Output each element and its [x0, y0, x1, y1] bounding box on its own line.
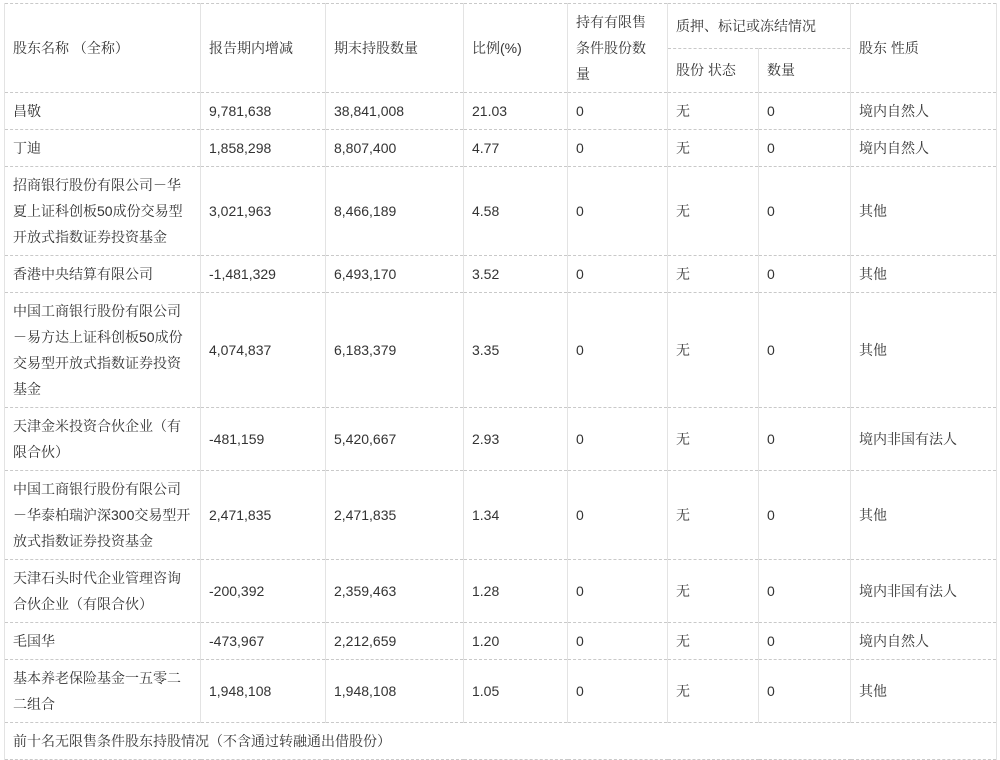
cell-ratio: 1.34: [464, 471, 568, 560]
cell-nature: 其他: [851, 471, 997, 560]
col-header-change-in-period: 报告期内增减: [201, 4, 326, 93]
col-header-pledge-group: 质押、标记或冻结情况: [668, 4, 851, 49]
cell-ratio: 1.28: [464, 560, 568, 623]
cell-qty: 0: [759, 623, 851, 660]
cell-shareholder-name: 丁迪: [5, 130, 201, 167]
cell-change: -1,481,329: [201, 256, 326, 293]
cell-qty: 0: [759, 560, 851, 623]
cell-nature: 其他: [851, 256, 997, 293]
cell-shareholder-name: 中国工商银行股份有限公司－华泰柏瑞沪深300交易型开放式指数证券投资基金: [5, 471, 201, 560]
cell-status: 无: [668, 408, 759, 471]
cell-ratio: 4.58: [464, 167, 568, 256]
col-header-ratio: 比例(%): [464, 4, 568, 93]
cell-nature: 其他: [851, 167, 997, 256]
col-header-restricted-shares: 持有有限售条件股份数量: [568, 4, 668, 93]
cell-status: 无: [668, 167, 759, 256]
cell-status: 无: [668, 130, 759, 167]
cell-change: 3,021,963: [201, 167, 326, 256]
cell-qty: 0: [759, 293, 851, 408]
cell-shareholder-name: 昌敬: [5, 93, 201, 130]
cell-qty: 0: [759, 256, 851, 293]
cell-change: -481,159: [201, 408, 326, 471]
cell-nature: 境内非国有法人: [851, 560, 997, 623]
col-header-shares-at-end: 期末持股数量: [326, 4, 464, 93]
cell-status: 无: [668, 293, 759, 408]
col-header-share-status: 股份 状态: [668, 48, 759, 93]
table-row: [5, 560, 997, 623]
cell-restricted: 0: [568, 408, 668, 471]
cell-shares: 38,841,008: [326, 93, 464, 130]
cell-shares: 6,493,170: [326, 256, 464, 293]
cell-status: 无: [668, 256, 759, 293]
table-row: [5, 293, 997, 408]
cell-shares: 8,807,400: [326, 130, 464, 167]
cell-shareholder-name: 招商银行股份有限公司－华夏上证科创板50成份交易型开放式指数证券投资基金: [5, 167, 201, 256]
cell-ratio: 4.77: [464, 130, 568, 167]
cell-status: 无: [668, 660, 759, 723]
cell-shareholder-name: 天津石头时代企业管理咨询合伙企业（有限合伙）: [5, 560, 201, 623]
cell-restricted: 0: [568, 293, 668, 408]
cell-status: 无: [668, 623, 759, 660]
cell-restricted: 0: [568, 256, 668, 293]
report-page: [0, 3, 1000, 749]
cell-change: 2,471,835: [201, 471, 326, 560]
table-row: [5, 256, 997, 293]
cell-shares: 2,212,659: [326, 623, 464, 660]
header-row-top: [5, 4, 997, 49]
cell-restricted: 0: [568, 93, 668, 130]
cell-shareholder-name: 毛国华: [5, 623, 201, 660]
cell-status: 无: [668, 560, 759, 623]
cell-change: -200,392: [201, 560, 326, 623]
table-row: [5, 408, 997, 471]
cell-shares: 2,471,835: [326, 471, 464, 560]
cell-shares: 6,183,379: [326, 293, 464, 408]
cell-ratio: 1.20: [464, 623, 568, 660]
cell-nature: 其他: [851, 660, 997, 723]
cell-change: 1,858,298: [201, 130, 326, 167]
col-header-shareholder-name: 股东名称 （全称）: [5, 4, 201, 93]
cell-shares: 1,948,108: [326, 660, 464, 723]
cell-nature: 境内非国有法人: [851, 408, 997, 471]
cell-restricted: 0: [568, 167, 668, 256]
cell-nature: 境内自然人: [851, 623, 997, 660]
cell-change: 9,781,638: [201, 93, 326, 130]
cell-shares: 8,466,189: [326, 167, 464, 256]
cell-shareholder-name: 基本养老保险基金一五零二二组合: [5, 660, 201, 723]
cell-qty: 0: [759, 408, 851, 471]
cell-ratio: 1.05: [464, 660, 568, 723]
footer-row: [5, 723, 997, 760]
cell-qty: 0: [759, 471, 851, 560]
cell-restricted: 0: [568, 623, 668, 660]
cell-qty: 0: [759, 130, 851, 167]
cell-nature: 境内自然人: [851, 130, 997, 167]
cell-restricted: 0: [568, 660, 668, 723]
table-row: [5, 623, 997, 660]
cell-restricted: 0: [568, 130, 668, 167]
table-row: [5, 130, 997, 167]
cell-ratio: 21.03: [464, 93, 568, 130]
cell-nature: 其他: [851, 293, 997, 408]
table-row: [5, 471, 997, 560]
cell-restricted: 0: [568, 560, 668, 623]
cell-change: -473,967: [201, 623, 326, 660]
table-row: [5, 93, 997, 130]
cell-qty: 0: [759, 660, 851, 723]
table-row: [5, 660, 997, 723]
cell-ratio: 3.35: [464, 293, 568, 408]
cell-status: 无: [668, 471, 759, 560]
shareholders-table: [4, 3, 997, 760]
cell-status: 无: [668, 93, 759, 130]
cell-change: 4,074,837: [201, 293, 326, 408]
cell-shareholder-name: 中国工商银行股份有限公司－易方达上证科创板50成份交易型开放式指数证券投资基金: [5, 293, 201, 408]
cell-shareholder-name: 天津金米投资合伙企业（有限合伙）: [5, 408, 201, 471]
table-row: [5, 167, 997, 256]
col-header-shareholder-nature: 股东 性质: [851, 4, 997, 93]
cell-nature: 境内自然人: [851, 93, 997, 130]
cell-qty: 0: [759, 167, 851, 256]
cell-restricted: 0: [568, 471, 668, 560]
cell-ratio: 2.93: [464, 408, 568, 471]
cell-qty: 0: [759, 93, 851, 130]
cell-change: 1,948,108: [201, 660, 326, 723]
cell-shareholder-name: 香港中央结算有限公司: [5, 256, 201, 293]
cell-shares: 5,420,667: [326, 408, 464, 471]
table-footer-note: 前十名无限售条件股东持股情况（不含通过转融通出借股份）: [5, 723, 997, 760]
cell-shares: 2,359,463: [326, 560, 464, 623]
cell-ratio: 3.52: [464, 256, 568, 293]
col-header-quantity: 数量: [759, 48, 851, 93]
